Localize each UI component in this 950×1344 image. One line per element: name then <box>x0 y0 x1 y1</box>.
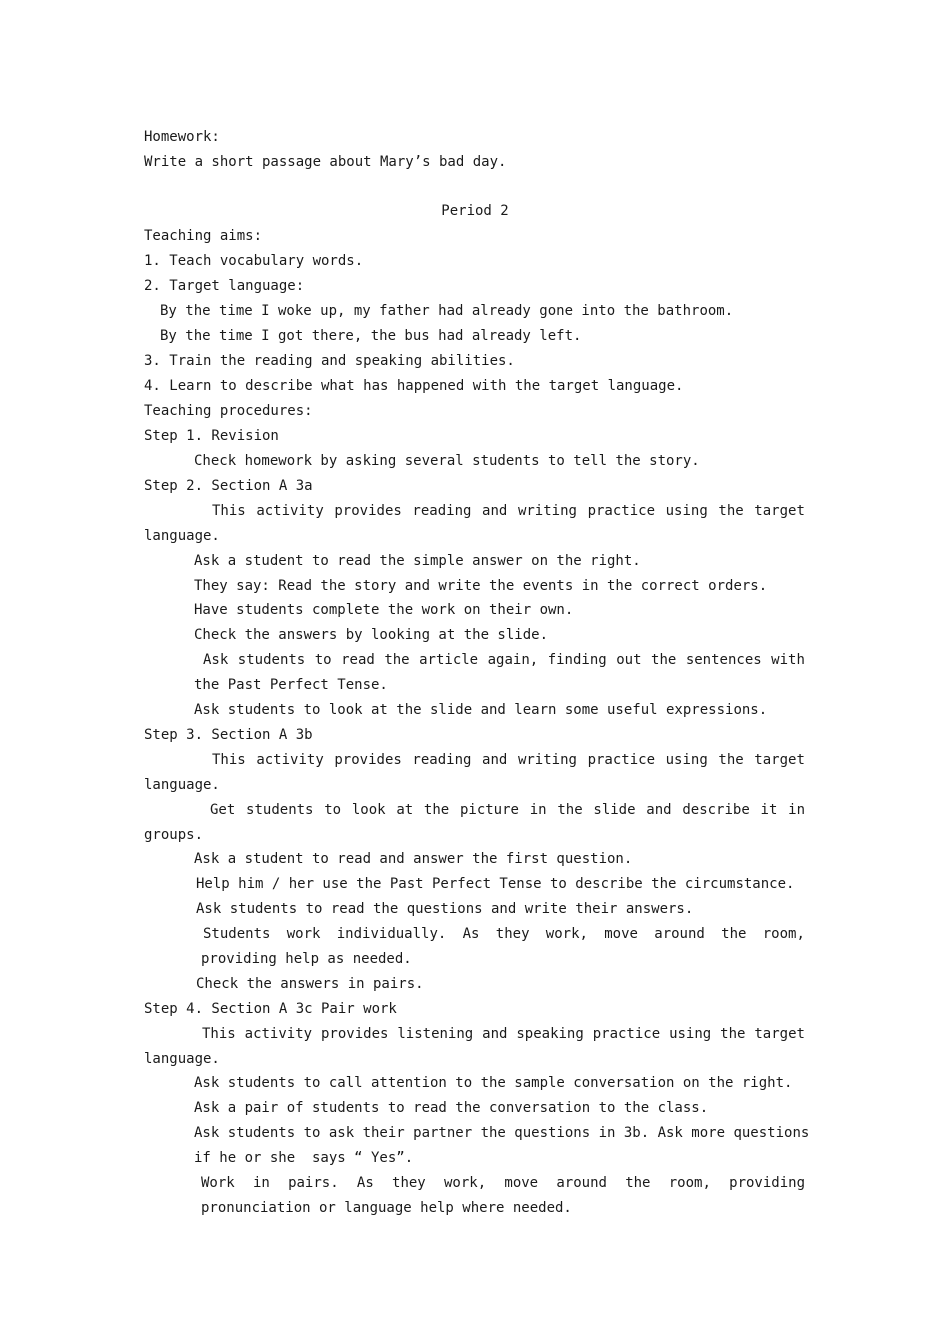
word: pairs. <box>288 1175 339 1191</box>
procedure-line: the Past Perfect Tense. <box>194 677 388 693</box>
word: it <box>760 802 778 818</box>
word: the <box>718 503 744 519</box>
word: the <box>720 1026 746 1042</box>
justified-line <box>202 1024 805 1044</box>
word: sentences <box>685 652 762 668</box>
word: students <box>246 802 314 818</box>
word: As <box>356 1175 374 1191</box>
word: activity <box>256 503 324 519</box>
procedure-line: Ask students to ask their partner the questions in 3b. Ask more questions <box>194 1125 810 1141</box>
word: practice <box>587 503 656 519</box>
aim-item: 4. Learn to describe what has happened with the target language. <box>144 378 684 394</box>
word: around <box>556 1175 607 1191</box>
procedure-line: Help him / her use the Past Perfect Tense to describe the circumstance. <box>196 876 795 892</box>
word: read <box>341 652 375 668</box>
procedure-line: Ask a student to read the simple answer on the right. <box>194 553 641 569</box>
word: the <box>423 802 450 818</box>
target-sentence: By the time I got there, the bus had already left. <box>160 328 582 344</box>
procedure-line: They say: Read the story and write the events in the correct orders. <box>194 578 768 594</box>
procedure-line: if he or she says “ Yes”. <box>194 1150 414 1166</box>
word: provides <box>334 752 402 768</box>
word: move <box>504 1175 539 1191</box>
word: practice <box>587 752 656 768</box>
word: work <box>286 926 321 942</box>
word: This <box>212 503 246 519</box>
word: Students <box>203 926 271 942</box>
word: with <box>771 652 805 668</box>
word: target <box>754 752 805 768</box>
word: target <box>754 503 805 519</box>
word: Work <box>201 1175 235 1191</box>
aim-item: 3. Train the reading and speaking abilities. <box>144 353 515 369</box>
step-heading: Step 2. Section A 3a <box>144 478 313 494</box>
aims-heading: Teaching aims: <box>144 228 263 244</box>
word: and <box>482 503 508 519</box>
period-title: Period 2 <box>441 203 509 219</box>
word: students <box>237 652 306 668</box>
word: they <box>495 926 530 942</box>
word: As <box>462 926 480 942</box>
word: writing <box>517 752 577 768</box>
word: slide <box>593 802 636 818</box>
aim-item: 2. Target language: <box>144 278 305 294</box>
procedure-line: Ask students to look at the slide and learn some useful expressions. <box>194 702 768 718</box>
homework-heading: Homework: <box>144 129 220 145</box>
justified-line <box>210 800 805 820</box>
word: to <box>324 802 342 818</box>
word: activity <box>244 1026 313 1042</box>
word: provides <box>334 503 402 519</box>
word: reading <box>412 503 472 519</box>
word: activity <box>256 752 324 768</box>
word: target <box>754 1026 805 1042</box>
word: This <box>202 1026 236 1042</box>
procedure-line: Ask students to call attention to the sample conversation on the right. <box>194 1075 793 1091</box>
word: finding <box>547 652 607 668</box>
word: the <box>557 802 583 818</box>
word: in <box>788 802 805 818</box>
word: room, <box>762 926 805 942</box>
word: Get <box>210 802 236 818</box>
word: listening <box>397 1026 474 1042</box>
justified-line <box>212 501 805 521</box>
procedure-line: providing help as needed. <box>201 951 412 967</box>
step-heading: Step 1. Revision <box>144 428 279 444</box>
word: room, <box>668 1175 711 1191</box>
procedure-line: Have students complete the work on their own. <box>194 602 574 618</box>
word: the <box>384 652 410 668</box>
procedure-line: language. <box>144 528 220 544</box>
word: individually. <box>336 926 447 942</box>
procedure-line: language. <box>144 777 220 793</box>
word: again, <box>487 652 539 668</box>
word: they <box>392 1175 426 1191</box>
word: look <box>351 802 386 818</box>
word: using <box>669 1026 712 1042</box>
word: reading <box>412 752 472 768</box>
word: and <box>482 752 508 768</box>
word: picture <box>459 802 519 818</box>
word: providing <box>729 1175 805 1191</box>
word: describe <box>682 802 750 818</box>
justified-line <box>212 750 805 770</box>
justified-line <box>203 924 805 944</box>
word: out <box>616 652 642 668</box>
homework-text: Write a short passage about Mary’s bad day. <box>144 154 507 170</box>
word: in <box>529 802 547 818</box>
justified-line <box>203 650 805 670</box>
word: at <box>396 802 414 818</box>
word: using <box>665 752 708 768</box>
word: and <box>646 802 672 818</box>
word: practice <box>592 1026 661 1042</box>
aim-item: 1. Teach vocabulary words. <box>144 253 364 269</box>
word: the <box>721 926 747 942</box>
word: work, <box>545 926 588 942</box>
word: Ask <box>203 652 229 668</box>
word: the <box>718 752 744 768</box>
procedure-line: Check homework by asking several students to tell the story. <box>194 453 700 469</box>
word: and <box>482 1026 508 1042</box>
procedure-line: Ask a student to read and answer the first question. <box>194 851 633 867</box>
procedure-line: Ask a pair of students to read the conversation to the class. <box>194 1100 709 1116</box>
word: around <box>654 926 705 942</box>
word: move <box>604 926 638 942</box>
word: to <box>314 652 332 668</box>
word: using <box>665 503 708 519</box>
word: in <box>252 1175 270 1191</box>
procedure-line: groups. <box>144 827 204 843</box>
procedure-line: Check the answers in pairs. <box>196 976 424 992</box>
word: work, <box>443 1175 487 1191</box>
procedure-line: language. <box>144 1051 220 1067</box>
word: the <box>625 1175 651 1191</box>
procedures-heading: Teaching procedures: <box>144 403 313 419</box>
word: writing <box>517 503 577 519</box>
word: speaking <box>516 1026 584 1042</box>
target-sentence: By the time I woke up, my father had already gone into the bathroom. <box>160 303 734 319</box>
procedure-line: Check the answers by looking at the slide. <box>194 627 549 643</box>
procedure-line: pronunciation or language help where needed. <box>201 1200 572 1216</box>
procedure-line: Ask students to read the questions and write their answers. <box>196 901 694 917</box>
justified-line <box>201 1173 805 1193</box>
step-heading: Step 3. Section A 3b <box>144 727 313 743</box>
word: the <box>651 652 677 668</box>
word: provides <box>321 1026 389 1042</box>
word: This <box>212 752 246 768</box>
step-heading: Step 4. Section A 3c Pair work <box>144 1001 397 1017</box>
word: article <box>419 652 479 668</box>
